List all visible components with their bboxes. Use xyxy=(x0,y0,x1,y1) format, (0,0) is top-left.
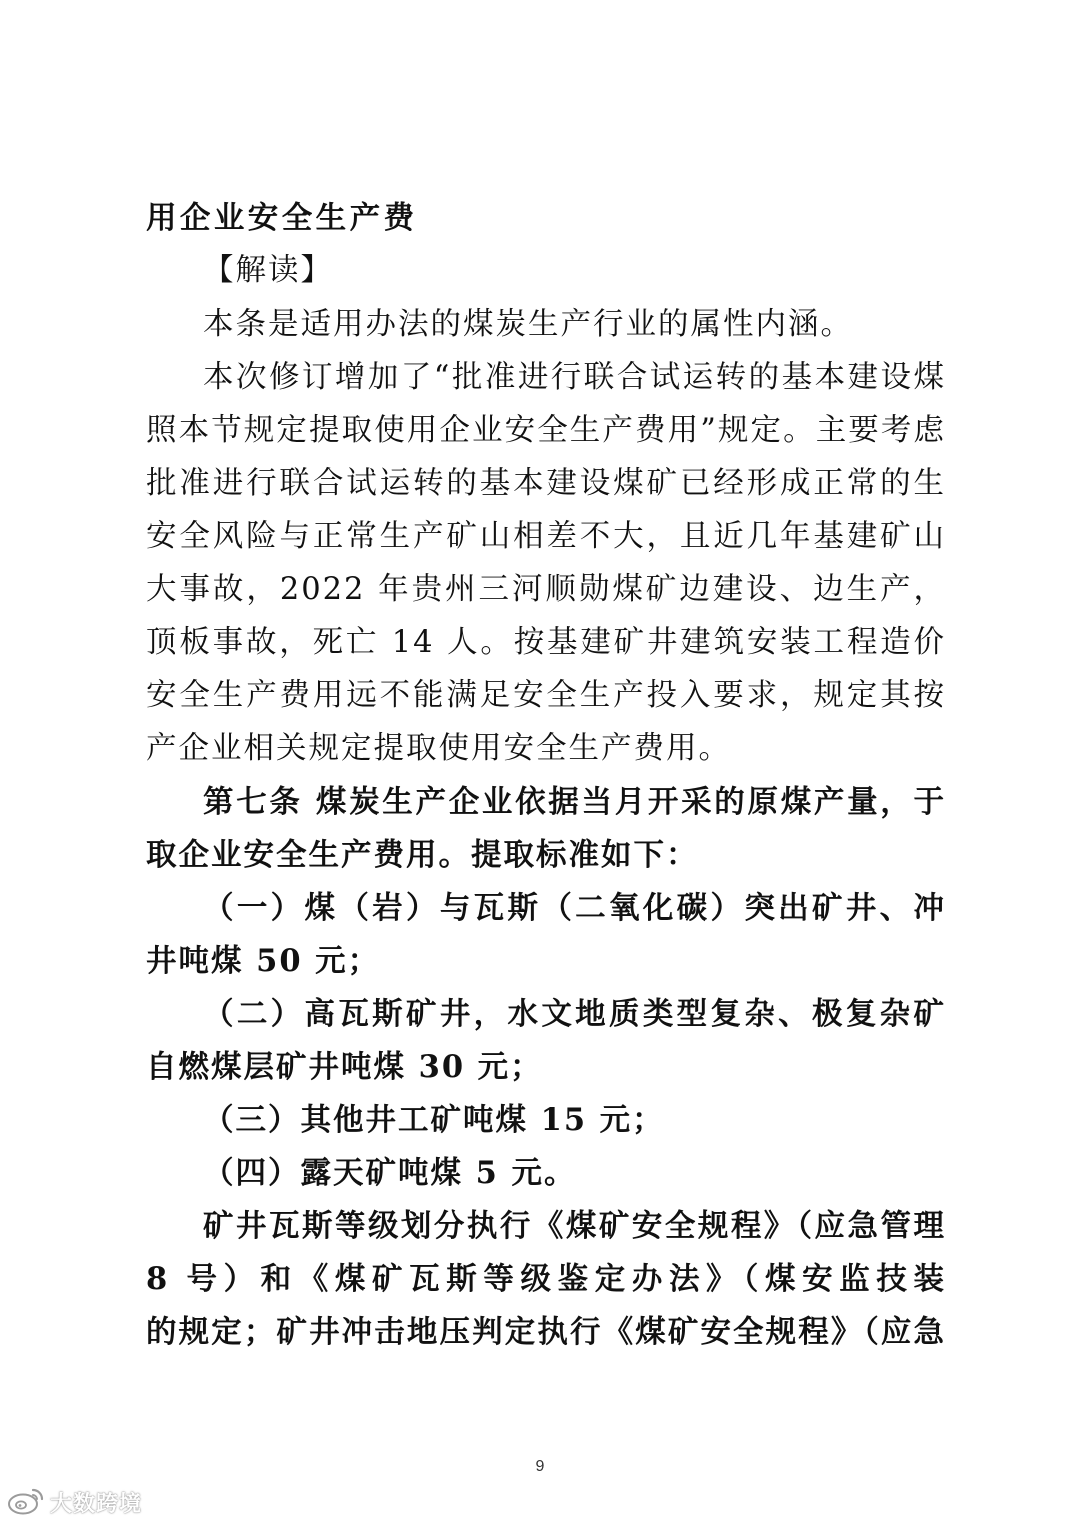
watermark xyxy=(6,1484,142,1520)
text-line: 本次修订增加了“批准进行联合试运转的基本建设煤 xyxy=(203,360,946,395)
interpretation-heading: 【解读】 xyxy=(203,253,333,288)
text-line: 自燃煤层矿井吨煤 30 元； xyxy=(146,1049,543,1085)
page-number: 9 xyxy=(535,1458,545,1475)
list-item: （三）其他井工矿吨煤 15 元； xyxy=(203,1102,665,1138)
text-line: 的规定；矿井冲击地压判定执行《煤矿安全规程》（应急 xyxy=(146,1314,946,1350)
text-line: 顶板事故，死亡 14 人。按基建矿井建筑安装工程造价 xyxy=(146,625,946,660)
text-line: 矿井瓦斯等级划分执行《煤矿安全规程》（应急管理 xyxy=(203,1208,946,1244)
list-item: （四）露天矿吨煤 5 元。 xyxy=(203,1155,577,1191)
text-line: 8 号）和《煤矿瓦斯等级鉴定办法》（煤安监技装 xyxy=(146,1261,946,1297)
list-item: （二）高瓦斯矿井，水文地质类型复杂、极复杂矿 xyxy=(203,996,946,1032)
weibo-logo-icon xyxy=(6,1484,46,1520)
list-item: （一）煤（岩）与瓦斯（二氧化碳）突出矿井、冲 xyxy=(203,890,946,926)
watermark-text: 大数跨境 xyxy=(50,1491,143,1517)
text-line: 本条是适用办法的煤炭生产行业的属性内涵。 xyxy=(203,307,853,342)
text-line: 批准进行联合试运转的基本建设煤矿已经形成正常的生 xyxy=(146,466,946,501)
text-line: 井吨煤 50 元； xyxy=(146,943,381,979)
text-line: 安全风险与正常生产矿山相差不大，且近几年基建矿山 xyxy=(146,519,946,554)
text-line: 安全生产费用远不能满足安全生产投入要求，规定其按 xyxy=(146,678,946,713)
text-line: 取企业安全生产费用。提取标准如下： xyxy=(146,837,699,873)
article-heading: 第七条 煤炭生产企业依据当月开采的原煤产量，于 xyxy=(203,784,946,820)
text-line: 用企业安全生产费 xyxy=(146,200,416,236)
text-line: 产企业相关规定提取使用安全生产费用。 xyxy=(146,731,731,766)
text-line: 照本节规定提取使用企业安全生产费用”规定。主要考虑 xyxy=(146,413,946,448)
text-line: 大事故，2022 年贵州三河顺勋煤矿边建设、边生产， xyxy=(146,572,946,607)
